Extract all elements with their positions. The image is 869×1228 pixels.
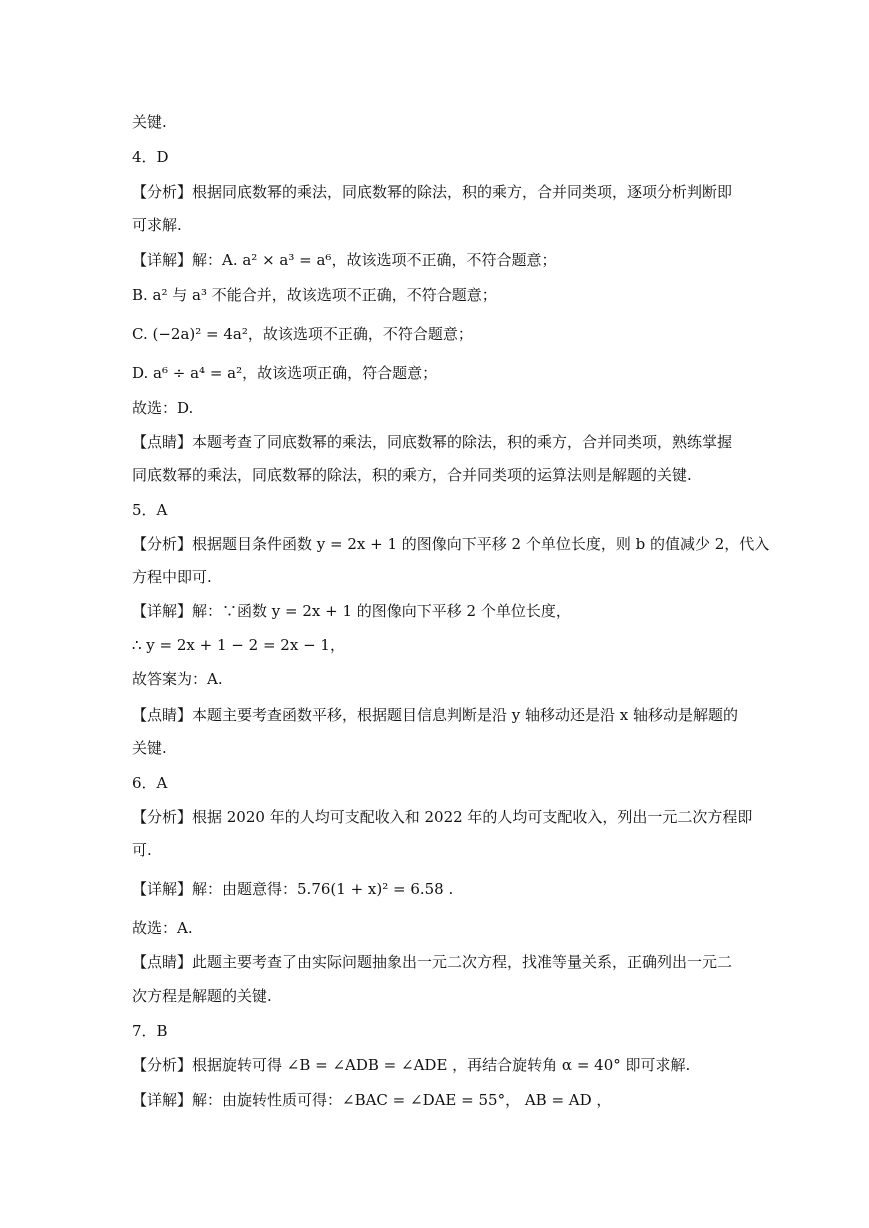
text-line: 同底数幂的乘法，同底数幂的除法，积的乘方，合并同类项的运算法则是解题的关键.	[132, 466, 692, 484]
analysis-line: 【分析】根据 2020 年的人均可支配收入和 2022 年的人均可支配收入，列出一元二次方程即	[132, 808, 753, 826]
solution-line: 【详解】解：由旋转性质可得：∠BAC = ∠DAE = 55°， AB = AD ，	[132, 1091, 612, 1109]
option-line: C. (−2a)² = 4a²，故该选项不正确，不符合题意；	[132, 325, 473, 343]
comment-line: 【点睛】本题主要考查函数平移，根据题目信息判断是沿 y 轴移动还是沿 x 轴移动是解题的	[132, 706, 739, 724]
answer-line: 故答案为：A.	[132, 670, 223, 688]
text-line: 关键.	[132, 739, 167, 757]
equation-line: ∴ y = 2x + 1 − 2 = 2x − 1，	[132, 636, 345, 654]
solution-line: 【详解】解：∵函数 y = 2x + 1 的图像向下平移 2 个单位长度，	[132, 602, 571, 620]
analysis-line: 【分析】根据题目条件函数 y = 2x + 1 的图像向下平移 2 个单位长度，则 b 的值减少 2，代入	[132, 535, 770, 553]
question-number: 7．B	[132, 1022, 168, 1040]
text-line: 可.	[132, 841, 152, 859]
option-line: D. a⁶ ÷ a⁴ = a²，故该选项正确，符合题意；	[132, 364, 438, 382]
solution-line: 【详解】解：由题意得：5.76(1 + x)² = 6.58 .	[132, 880, 454, 898]
analysis-line: 【分析】根据同底数幂的乘法，同底数幂的除法，积的乘方，合并同类项，逐项分析判断即	[132, 183, 733, 201]
answer-line: 故选：D.	[132, 399, 194, 417]
solution-line: 【详解】解：A. a² × a³ = a⁶，故该选项不正确，不符合题意；	[132, 251, 557, 269]
option-line: B. a² 与 a³ 不能合并，故该选项不正确，不符合题意；	[132, 286, 497, 304]
text-line: 可求解.	[132, 216, 182, 234]
analysis-line: 【分析】根据旋转可得 ∠B = ∠ADB = ∠ADE ，再结合旋转角 α = 40° 即可求解.	[132, 1056, 691, 1074]
text-line: 关键.	[132, 113, 167, 131]
text-line: 方程中即可.	[132, 568, 212, 586]
comment-line: 【点睛】此题主要考查了由实际问题抽象出一元二次方程，找准等量关系，正确列出一元二	[132, 953, 733, 971]
question-number: 4．D	[132, 148, 169, 166]
question-number: 5．A	[132, 501, 168, 519]
question-number: 6．A	[132, 774, 168, 792]
answer-line: 故选：A.	[132, 919, 193, 937]
comment-line: 【点睛】本题考查了同底数幂的乘法，同底数幂的除法，积的乘方，合并同类项，熟练掌握	[132, 433, 733, 451]
text-line: 次方程是解题的关键.	[132, 987, 272, 1005]
